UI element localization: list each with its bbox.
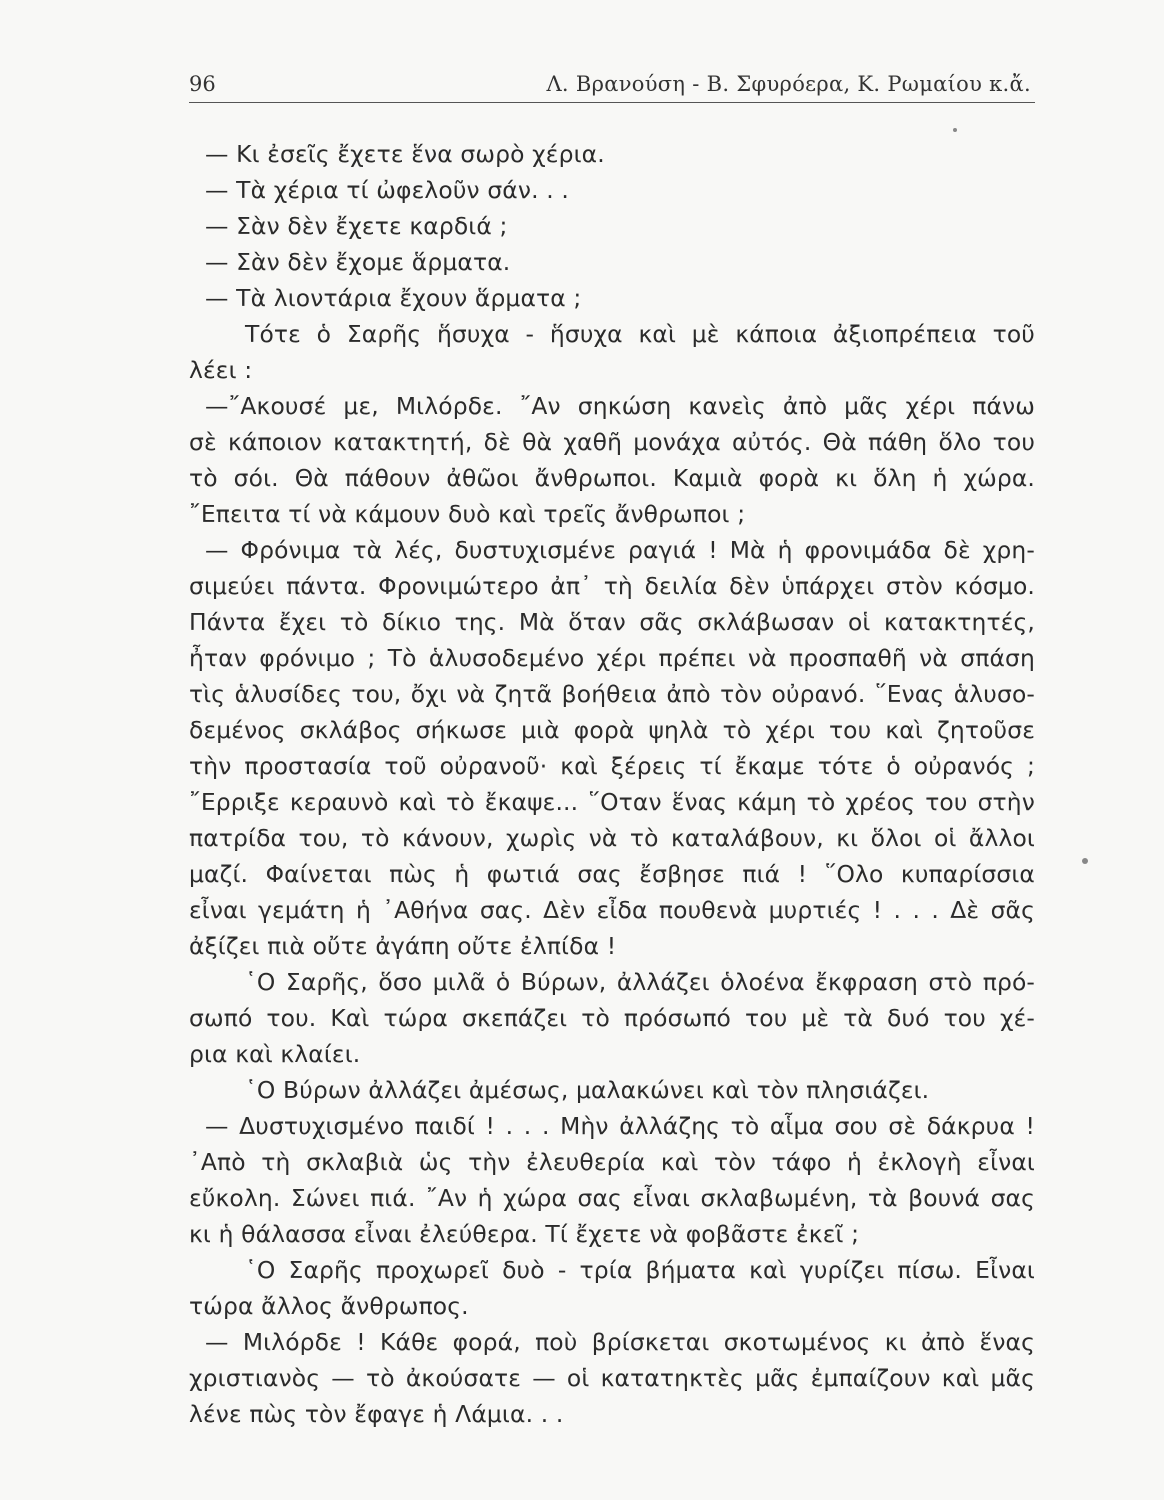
text-line: Τότε ὁ Σαρῆς ἥσυχα - ἥσυχα καὶ μὲ κάποια ἀξιοπρέπεια τοῦ [245, 320, 1035, 348]
text-line: εἶναι γεμάτη ἡ ᾿Αθήνα σας. Δὲν εἶδα πουθενὰ μυρτιές ! . . . Δὲ σᾶς [189, 896, 1035, 924]
text-line: — Σὰν δὲν ἔχομε ἅρματα. [205, 248, 511, 276]
text-line: — Φρόνιμα τὰ λές, δυστυχισμένε ραγιά ! Μὰ ἡ φρονιμάδα δὲ χρη- [205, 536, 1035, 564]
text-line: σωπό του. Καὶ τώρα σκεπάζει τὸ πρόσωπό του μὲ τὰ δυό του χέ- [189, 1004, 1035, 1032]
page-number: 96 [189, 72, 216, 96]
text-line: — Τὰ χέρια τί ὠφελοῦν σάν. . . [205, 176, 570, 204]
text-line: ἀξίζει πιὰ οὔτε ἀγάπη οὔτε ἐλπίδα ! [189, 932, 617, 960]
text-line: ῎Ερριξε κεραυνὸ καὶ τὸ ἔκαψε... ῞Οταν ἕνας κάμη τὸ χρέος του στὴν [189, 788, 1035, 816]
text-line: —῎Ακουσέ με, Μιλόρδε. ῎Αν σηκώση κανεὶς ἀπὸ μᾶς χέρι πάνω [205, 392, 1035, 420]
text-line: λέει : [189, 356, 253, 384]
print-speck [1082, 858, 1088, 864]
text-line: εὔκολη. Σώνει πιά. ῎Αν ἡ χώρα σας εἶναι σκλαβωμένη, τὰ βουνά σας [189, 1184, 1035, 1212]
text-line: τώρα ἄλλος ἄνθρωπος. [189, 1292, 469, 1320]
text-line: ῾Ο Βύρων ἀλλάζει ἀμέσως, μαλακώνει καὶ τὸν πλησιάζει. [245, 1076, 930, 1104]
text-line: — Μιλόρδε ! Κάθε φορά, ποὺ βρίσκεται σκοτωμένος κι ἀπὸ ἕνας [205, 1328, 1035, 1356]
text-line: ῾Ο Σαρῆς προχωρεῖ δυὸ - τρία βήματα καὶ γυρίζει πίσω. Εἶναι [245, 1256, 1035, 1284]
text-line: σὲ κάποιον κατακτητή, δὲ θὰ χαθῆ μονάχα αὐτός. Θὰ πάθη ὅλο του [189, 428, 1035, 456]
text-line: τὶς ἁλυσίδες του, ὄχι νὰ ζητᾶ βοήθεια ἀπὸ τὸν οὐρανό. ῞Ενας ἁλυσο- [189, 680, 1035, 708]
text-line: ῎Επειτα τί νὰ κάμουν δυὸ καὶ τρεῖς ἄνθρωποι ; [189, 500, 746, 528]
text-line: λένε πὼς τὸν ἔφαγε ἡ Λάμια. . . [189, 1400, 564, 1428]
text-line: ᾿Απὸ τὴ σκλαβιὰ ὡς τὴν ἐλευθερία καὶ τὸν τάφο ἡ ἐκλογὴ εἶναι [189, 1148, 1035, 1176]
text-line: — Τὰ λιοντάρια ἔχουν ἅρματα ; [205, 284, 582, 312]
text-line: — Κι ἐσεῖς ἔχετε ἕνα σωρὸ χέρια. [205, 140, 605, 168]
text-line: Πάντα ἔχει τὸ δίκιο της. Μὰ ὅταν σᾶς σκλάβωσαν οἱ κατακτητές, [189, 608, 1035, 636]
text-line: τὴν προστασία τοῦ οὐρανοῦ· καὶ ξέρεις τί ἔκαμε τότε ὁ οὐρανός ; [189, 752, 1035, 780]
text-line: ρια καὶ κλαίει. [189, 1040, 361, 1068]
print-speck [953, 128, 957, 132]
text-line: δεμένος σκλάβος σήκωσε μιὰ φορὰ ψηλὰ τὸ χέρι του καὶ ζητοῦσε [189, 716, 1035, 744]
text-line: ῾Ο Σαρῆς, ὅσο μιλᾶ ὁ Βύρων, ἀλλάζει ὁλοένα ἔκφραση στὸ πρό- [245, 968, 1035, 996]
text-line: — Σὰν δὲν ἔχετε καρδιά ; [205, 212, 508, 240]
text-line: τὸ σόι. Θὰ πάθουν ἀθῶοι ἄνθρωποι. Καμιὰ φορὰ κι ὅλη ἡ χώρα. [189, 464, 1035, 492]
body-text [189, 136, 1035, 1432]
text-line: σιμεύει πάντα. Φρονιμώτερο ἀπ᾿ τὴ δειλία δὲν ὑπάρχει στὸν κόσμο. [189, 572, 1035, 600]
text-line: ἦταν φρόνιμο ; Τὸ ἁλυσοδεμένο χέρι πρέπει νὰ προσπαθῆ νὰ σπάση [189, 644, 1035, 672]
running-head: Λ. Βρανούση - Β. Σφυρόερα, Κ. Ρωμαίου κ.ἄ. [546, 72, 1031, 96]
page-header [189, 66, 1035, 103]
text-line: μαζί. Φαίνεται πὼς ἡ φωτιά σας ἔσβησε πιά ! ῞Ολο κυπαρίσσια [189, 860, 1035, 888]
text-line: — Δυστυχισμένο παιδί ! . . . Μὴν ἀλλάζης τὸ αἷμα σου σὲ δάκρυα ! [205, 1112, 1035, 1140]
text-line: πατρίδα του, τὸ κάνουν, χωρὶς νὰ τὸ καταλάβουν, κι ὅλοι οἱ ἄλλοι [189, 824, 1035, 852]
text-line: κι ἡ θάλασσα εἶναι ἐλεύθερα. Τί ἔχετε νὰ φοβᾶστε ἐκεῖ ; [189, 1220, 860, 1248]
text-line: χριστιανὸς — τὸ ἀκούσατε — οἱ κατατηκτὲς μᾶς ἐμπαίζουν καὶ μᾶς [189, 1364, 1035, 1392]
